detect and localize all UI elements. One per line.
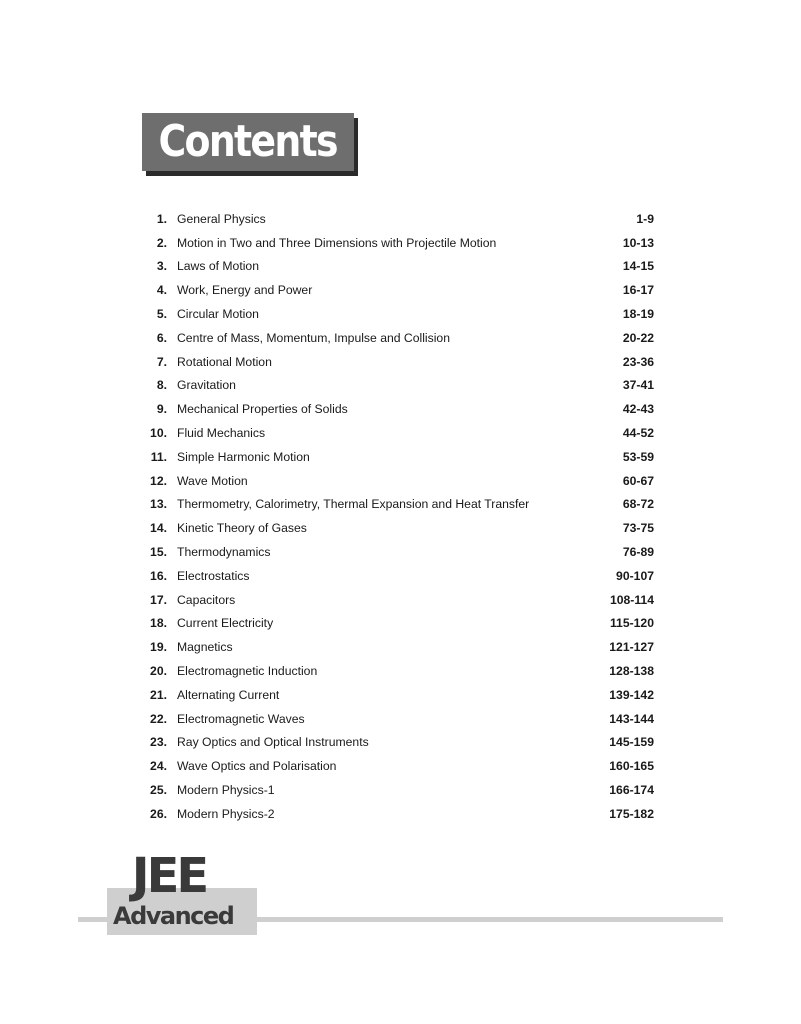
toc-entry-pages: 139-142 [609, 687, 654, 702]
toc-entry-number: 3. [156, 259, 167, 274]
toc-entry-pages: 60-67 [622, 473, 654, 488]
toc-entry-pages: 145-159 [609, 735, 654, 750]
toc-entry-title: Centre of Mass, Momentum, Impulse and Collision [177, 330, 450, 345]
toc-entry-number: 4. [156, 283, 167, 298]
toc-entry [142, 683, 654, 707]
toc-entry-number: 7. [156, 354, 167, 369]
toc-entry-pages: 1-9 [636, 211, 654, 226]
toc-entry-pages: 20-22 [622, 330, 654, 345]
toc-entry [142, 493, 654, 517]
toc-entry-number: 23. [150, 735, 167, 750]
toc-entry-pages: 108-114 [609, 592, 654, 607]
toc-entry-title: Fluid Mechanics [177, 426, 266, 441]
toc-entry-pages: 42-43 [622, 402, 654, 417]
toc-entry [142, 326, 654, 350]
toc-entry-pages: 166-174 [609, 783, 654, 798]
toc-entry [142, 374, 654, 398]
toc-entry-pages: 160-165 [609, 759, 654, 774]
toc-entry-title: Magnetics [177, 640, 233, 655]
toc-entry-pages: 90-107 [616, 568, 654, 583]
toc-entry-title: Capacitors [177, 592, 236, 607]
toc-entry-title: Wave Motion [177, 473, 248, 488]
toc-entry [142, 731, 654, 755]
table-of-contents [142, 207, 654, 826]
toc-entry-pages: 16-17 [622, 283, 654, 298]
toc-entry-pages: 53-59 [622, 449, 654, 464]
toc-entry-number: 2. [156, 235, 167, 250]
toc-entry-title: Electrostatics [177, 568, 250, 583]
toc-entry-title: Mechanical Properties of Solids [177, 402, 348, 417]
toc-entry-number: 1. [156, 211, 167, 226]
toc-entry-title: Electromagnetic Waves [177, 711, 305, 726]
toc-entry-title: Modern Physics-1 [177, 783, 275, 798]
toc-entry [142, 778, 654, 802]
toc-entry-number: 12. [150, 473, 167, 488]
toc-entry [142, 540, 654, 564]
toc-entry-pages: 76-89 [622, 545, 654, 560]
toc-entry-title: Thermometry, Calorimetry, Thermal Expansion and Heat Transfer [177, 497, 530, 512]
toc-entry-pages: 73-75 [622, 521, 654, 536]
toc-entry [142, 255, 654, 279]
toc-entry-number: 11. [150, 449, 167, 464]
toc-entry-number: 24. [150, 759, 167, 774]
toc-entry [142, 635, 654, 659]
toc-entry [142, 421, 654, 445]
toc-entry [142, 231, 654, 255]
toc-entry [142, 516, 654, 540]
toc-entry-number: 6. [156, 330, 167, 345]
toc-entry-title: Simple Harmonic Motion [177, 449, 310, 464]
toc-entry-pages: 143-144 [609, 711, 654, 726]
toc-entry [142, 397, 654, 421]
toc-entry [142, 754, 654, 778]
toc-entry-pages: 37-41 [622, 378, 654, 393]
toc-entry-number: 19. [150, 640, 167, 655]
toc-entry-number: 25. [150, 783, 167, 798]
toc-entry-title: Work, Energy and Power [177, 283, 313, 298]
toc-entry-number: 16. [150, 568, 167, 583]
logo-jee: JEE [131, 848, 207, 904]
toc-entry [142, 207, 654, 231]
toc-entry-number: 18. [150, 616, 167, 631]
toc-entry-pages: 14-15 [622, 259, 654, 274]
toc-entry-pages: 121-127 [609, 640, 654, 655]
toc-entry [142, 350, 654, 374]
toc-entry [142, 612, 654, 636]
toc-entry-number: 15. [150, 545, 167, 560]
toc-entry [142, 445, 654, 469]
toc-entry-title: General Physics [177, 211, 266, 226]
page-title: Contents [158, 116, 338, 167]
toc-entry-number: 21. [150, 687, 167, 702]
toc-entry-pages: 18-19 [622, 307, 654, 322]
logo-advanced: Advanced [113, 902, 234, 930]
toc-entry-title: Current Electricity [177, 616, 274, 631]
toc-entry-number: 13. [150, 497, 167, 512]
toc-entry-title: Modern Physics-2 [177, 806, 275, 821]
toc-entry-title: Motion in Two and Three Dimensions with Projectile Motion [177, 235, 497, 250]
toc-entry-title: Kinetic Theory of Gases [177, 521, 307, 536]
toc-entry-number: 10. [150, 426, 167, 441]
toc-entry-number: 8. [156, 378, 167, 393]
toc-entry-pages: 68-72 [622, 497, 654, 512]
toc-entry [142, 588, 654, 612]
toc-entry-title: Rotational Motion [177, 354, 272, 369]
toc-entry-number: 9. [156, 402, 167, 417]
toc-entry-pages: 115-120 [609, 616, 654, 631]
toc-entry-title: Wave Optics and Polarisation [177, 759, 337, 774]
toc-entry-title: Electromagnetic Induction [177, 664, 318, 679]
toc-entry [142, 564, 654, 588]
toc-entry-number: 17. [150, 592, 167, 607]
toc-entry-pages: 23-36 [622, 354, 654, 369]
toc-entry [142, 707, 654, 731]
toc-entry-title: Thermodynamics [177, 545, 271, 560]
toc-entry-pages: 10-13 [622, 235, 654, 250]
toc-entry-number: 20. [150, 664, 167, 679]
toc-entry [142, 802, 654, 826]
toc-entry-title: Gravitation [177, 378, 236, 393]
toc-entry-number: 22. [150, 711, 167, 726]
toc-entry [142, 302, 654, 326]
toc-entry-number: 14. [150, 521, 167, 536]
toc-entry-title: Circular Motion [177, 307, 259, 322]
toc-entry-title: Laws of Motion [177, 259, 259, 274]
toc-entry-title: Ray Optics and Optical Instruments [177, 735, 369, 750]
toc-entry-pages: 44-52 [622, 426, 654, 441]
toc-entry-number: 26. [150, 806, 167, 821]
toc-entry [142, 469, 654, 493]
toc-entry-pages: 128-138 [609, 664, 654, 679]
toc-entry [142, 278, 654, 302]
toc-entry-pages: 175-182 [609, 806, 654, 821]
toc-entry-number: 5. [156, 307, 167, 322]
heading-box [142, 113, 354, 171]
toc-entry-title: Alternating Current [177, 687, 280, 702]
toc-entry [142, 659, 654, 683]
